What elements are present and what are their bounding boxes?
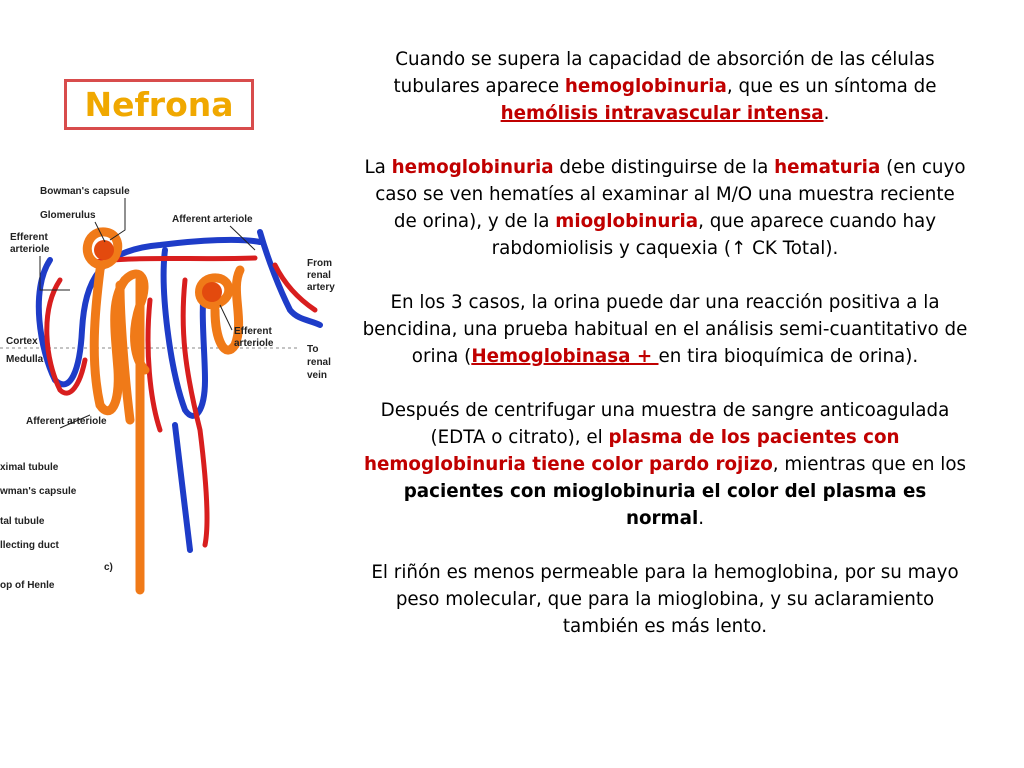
label-efferent-right-1: Efferent <box>234 326 272 337</box>
explanation-text <box>362 46 968 667</box>
label-efferent-top-2: arteriole <box>10 244 50 255</box>
label-to-renal-2: renal <box>307 357 331 368</box>
label-from-renal-3: artery <box>307 282 335 293</box>
term-hematuria: hematuria <box>774 157 881 178</box>
term-hemoglobinasa: Hemoglobinasa + <box>471 346 659 367</box>
paragraph-2: La hemoglobinuria debe distinguirse de la hematuria (en cuyo caso se ven hematíes al examinar al M/O una muestra reciente de orina), y de la mioglobinuria, que aparece cuando hay rabdomiolisis y caquexia (↑ CK Total). <box>364 157 966 259</box>
nephron-diagram <box>0 170 340 600</box>
term-mioglobinuria: mioglobinuria <box>555 211 699 232</box>
page-title: Nefrona <box>64 79 254 130</box>
label-panel: c) <box>104 562 113 573</box>
label-bowmans-capsule: Bowman's capsule <box>40 186 130 197</box>
label-loop-of-henle: op of Henle <box>0 580 55 591</box>
label-to-renal-3: vein <box>307 370 328 381</box>
label-from-renal-2: renal <box>307 270 331 281</box>
paragraph-3: En los 3 casos, la orina puede dar una reacción positiva a la bencidina, una prueba habitual en el análisis semi-cuantitativo de orina (Hemoglobinasa + en tira bioquímica de orina). <box>362 292 968 367</box>
paragraph-5: El riñón es menos permeable para la hemoglobina, por su mayo peso molecular, que para la mioglobina, y su aclaramiento también es más lento. <box>371 562 959 637</box>
paragraph-1: Cuando se supera la capacidad de absorción de las células tubulares aparece hemoglobinuria, que es un síntoma de hemólisis intravascular intensa. <box>393 49 937 124</box>
term-hemoglobinuria: hemoglobinuria <box>564 76 727 97</box>
label-proximal-tubule: ximal tubule <box>0 462 59 473</box>
term-hemolisis: hemólisis intravascular intensa <box>500 103 824 124</box>
label-from-renal-1: From <box>307 258 332 269</box>
paragraph-4: Después de centrifugar una muestra de sangre anticoagulada (EDTA o citrato), el plasma de los pacientes con hemoglobinuria tiene color pardo rojizo, mientras que en los pacientes con mioglobinuria el color del plasma es normal. <box>363 400 967 529</box>
label-afferent-top: Afferent arteriole <box>172 214 253 225</box>
label-medulla: Medulla <box>6 354 44 365</box>
label-to-renal-1: To <box>307 344 319 355</box>
term-plasma-mioglobinuria: pacientes con mioglobinuria el color del plasma es normal <box>403 481 927 529</box>
label-efferent-right-2: arteriole <box>234 338 274 349</box>
label-bowmans-capsule-2: wman's capsule <box>0 486 77 497</box>
term-plasma-hemoglobinuria: plasma de los pacientes con hemoglobinuria tiene color pardo rojizo <box>363 427 900 475</box>
label-efferent-top-1: Efferent <box>10 232 48 243</box>
glomerulus-right <box>202 282 222 302</box>
label-distal-tubule: tal tubule <box>0 516 45 527</box>
label-glomerulus: Glomerulus <box>40 210 96 221</box>
venous-vessels <box>39 232 320 550</box>
up-arrow-icon: ↑ <box>730 238 747 259</box>
label-afferent-bottom: Afferent arteriole <box>26 416 107 427</box>
glomerulus-left <box>94 240 114 260</box>
label-cortex: Cortex <box>6 336 38 347</box>
term-hemoglobinuria-2: hemoglobinuria <box>391 157 554 178</box>
label-collecting-duct: llecting duct <box>0 540 59 551</box>
